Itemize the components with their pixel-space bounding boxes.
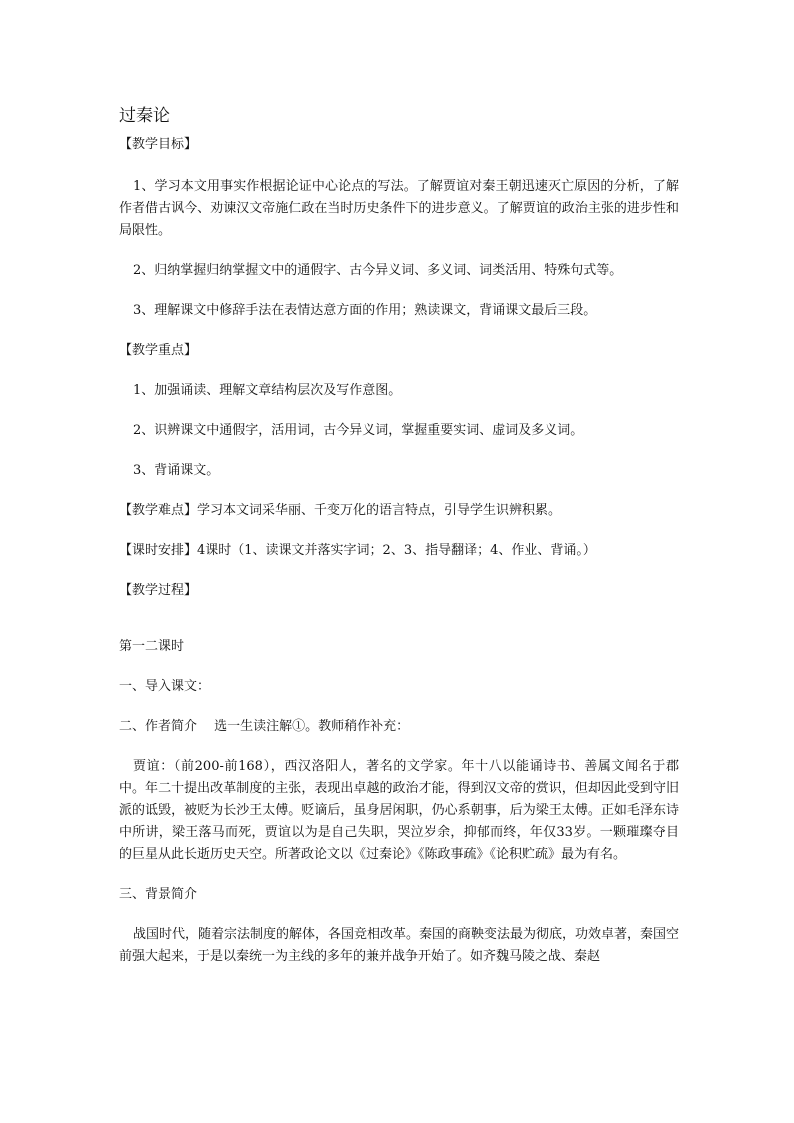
focus-item-2: 2、识辨课文中通假字，活用词，古今异义词，掌握重要实词、虚词及多义词。: [133, 423, 584, 438]
step-3-heading: 三、背景简介: [119, 887, 198, 902]
goal-item-1: 1、学习本文用事实作根据论证中心论点的写法。了解贾谊对秦王朝迅速灭亡原因的分析，了解作者借古讽今、劝谏汉文帝施仁政在当时历史条件下的进步意义。了解贾谊的政治主张的进步性和局限性。: [119, 179, 679, 238]
process-heading: 【教学过程】: [119, 583, 198, 598]
document-page: [119, 104, 679, 968]
background-paragraph: 战国时代，随着宗法制度的解体，各国竞相改革。秦国的商鞅变法最为彻底，功效卓著，秦国空前强大起来，于是以秦统一为主线的多年的兼并战争开始了。如齐魏马陵之战、秦赵: [119, 927, 680, 964]
goal-item-3: 3、理解课文中修辞手法在表情达意方面的作用；熟读课文，背诵课文最后三段。: [133, 303, 597, 318]
document-title: 过秦论: [119, 106, 170, 126]
focus-heading: 【教学重点】: [119, 343, 198, 358]
focus-item-1: 1、加强诵读、理解文章结构层次及写作意图。: [133, 383, 402, 398]
author-paragraph: 贾谊：（前200-前168），西汉洛阳人，著名的文学家。年十八以能诵诗书、善属文闻名于郡中。年二十提出改革制度的主张，表现出卓越的政治才能，得到汉文帝的赏识，但却因此受到守旧派的诋毁，被贬为长沙王太傅。贬谪后，虽身居闲职，仍心系朝事，后为梁王太傅。正如毛泽东诗中所讲，梁王落马而死，贾谊以为是自己失职，哭泣岁余，抑郁而终，年仅33岁。一颗璀璨夺目的巨星从此长逝历史天空。所著政论文以《过秦论》《陈政事疏》《论积贮疏》最为有名。: [119, 759, 679, 862]
step-1-heading: 一、导入课文：: [119, 679, 211, 694]
goals-heading: 【教学目标】: [119, 137, 198, 152]
difficulty-line: 【教学难点】学习本文词采华丽、千变万化的语言特点，引导学生识辨积累。: [119, 503, 562, 518]
goal-item-2: 2、归纳掌握归纳掌握文中的通假字、古今异义词、多义词、词类活用、特殊句式等。: [133, 263, 623, 278]
focus-item-3: 3、背诵课文。: [133, 463, 220, 478]
schedule-line: 【课时安排】4课时（1、读课文并落实字词；2、3、指导翻译；4、作业、背诵。）: [119, 543, 596, 558]
lesson-label: 第一二课时: [119, 639, 185, 654]
step-2-heading: 二、作者简介 选一生读注解①。教师稍作补充：: [119, 719, 410, 734]
